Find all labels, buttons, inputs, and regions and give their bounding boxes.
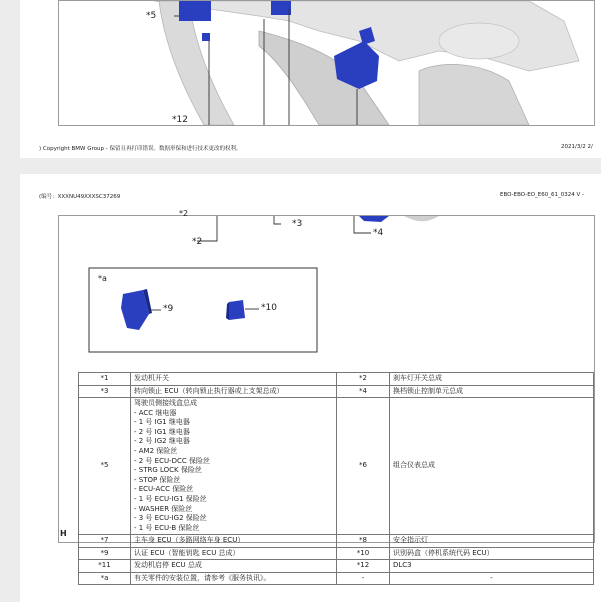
junction-box-line: - 1 号 IG1 继电器: [134, 418, 190, 427]
date-footer: 2021/3/2 2/: [561, 144, 593, 150]
junction-box-line: - ACC 继电器: [134, 408, 177, 417]
legend-number: *6: [337, 398, 390, 535]
junction-box-line: - 2 号 IG2 继电器: [134, 437, 190, 446]
document-code-header: EBO-EBO-EO_E60_61_0324 V -: [500, 192, 585, 198]
callout-12-top: *12: [172, 115, 188, 125]
legend-description: 发动机开关: [131, 373, 337, 386]
junction-box-line: - WASHER 保险丝: [134, 504, 193, 513]
junction-box-line: - 2 号 IG1 继电器: [134, 427, 190, 436]
legend-description: 识别码盒（停机系统代码 ECU）: [390, 547, 594, 560]
vin-header: (编号：XXXNU49XXXSC37269: [39, 194, 121, 200]
table-row: [79, 385, 594, 398]
callout-3: *3: [292, 219, 303, 229]
vehicle-cabin-illustration-top: [59, 1, 594, 125]
table-row: [79, 572, 594, 585]
junction-box-line: - STOP 保险丝: [134, 475, 181, 484]
legend-description: 安全指示灯: [390, 535, 594, 548]
legend-number: *2: [337, 373, 390, 386]
callout-2: *2: [192, 237, 203, 247]
legend-description-junction-box: [131, 398, 337, 535]
callout-5-top: *5: [146, 11, 157, 21]
table-row: [79, 535, 594, 548]
junction-box-line: - 1 号 ECU-IG1 保险丝: [134, 494, 207, 503]
table-row: [79, 547, 594, 560]
legend-description: -: [390, 572, 594, 585]
legend-number: -: [337, 572, 390, 585]
table-row: [79, 560, 594, 573]
legend-number: *8: [337, 535, 390, 548]
legend-description: 认证 ECU（智能钥匙 ECU 总成）: [131, 547, 337, 560]
legend-description: 换档锁止控制单元总成: [390, 385, 594, 398]
legend-description: DLC3: [390, 560, 594, 573]
junction-box-line: - 1 号 ECU-B 保险丝: [134, 523, 200, 532]
callout-10: *10: [261, 303, 277, 313]
legend-number: *a: [79, 572, 131, 585]
legend-number: *5: [79, 398, 131, 535]
legend-description: 发动机启停 ECU 总成: [131, 560, 337, 573]
junction-box-line: - 2 号 ECU-DCC 保险丝: [134, 456, 211, 465]
junction-box-line: - STRG LOCK 保险丝: [134, 466, 202, 475]
junction-box-line: 驾驶员侧接线盒总成: [134, 399, 197, 407]
junction-box-line: - 3 号 ECU-IG2 保险丝: [134, 514, 207, 523]
legend-description: 转向锁止 ECU（转向锁止执行器或上支架总成）: [131, 385, 337, 398]
copyright-footer: ) Copyright BMW Group - 保留且再打印错误。数据形保和进行技术更改的权利。: [39, 146, 242, 152]
callout-4: *4: [373, 228, 384, 238]
table-row: [79, 398, 594, 535]
callout-9: *9: [163, 304, 174, 314]
junction-box-line: - ECU-ACC 保险丝: [134, 485, 194, 494]
legend-number: *3: [79, 385, 131, 398]
legend-number: *4: [337, 385, 390, 398]
legend-description: 刹车灯开关总成: [390, 373, 594, 386]
legend-number: *9: [79, 547, 131, 560]
document-page-2: [20, 174, 601, 602]
figure-frame-top: [58, 0, 595, 126]
document-page-1: [20, 0, 601, 158]
legend-number: *10: [337, 547, 390, 560]
legend-description: 主车身 ECU（多路网络车身 ECU）: [131, 535, 337, 548]
legend-description: 有关零件的安装位置，请参考《服务执讯》。: [131, 572, 337, 585]
table-row: [79, 373, 594, 386]
component-legend-table: [78, 372, 594, 585]
inset-label-a: *a: [98, 274, 107, 283]
legend-number: *1: [79, 373, 131, 386]
legend-description: 组合仪表总成: [390, 398, 594, 535]
figure-letter: H: [60, 529, 67, 538]
legend-number: *7: [79, 535, 131, 548]
callout-12-main: *2: [179, 209, 189, 218]
legend-number: *11: [79, 560, 131, 573]
legend-number: *12: [337, 560, 390, 573]
junction-box-line: - AM2 保险丝: [134, 446, 178, 455]
